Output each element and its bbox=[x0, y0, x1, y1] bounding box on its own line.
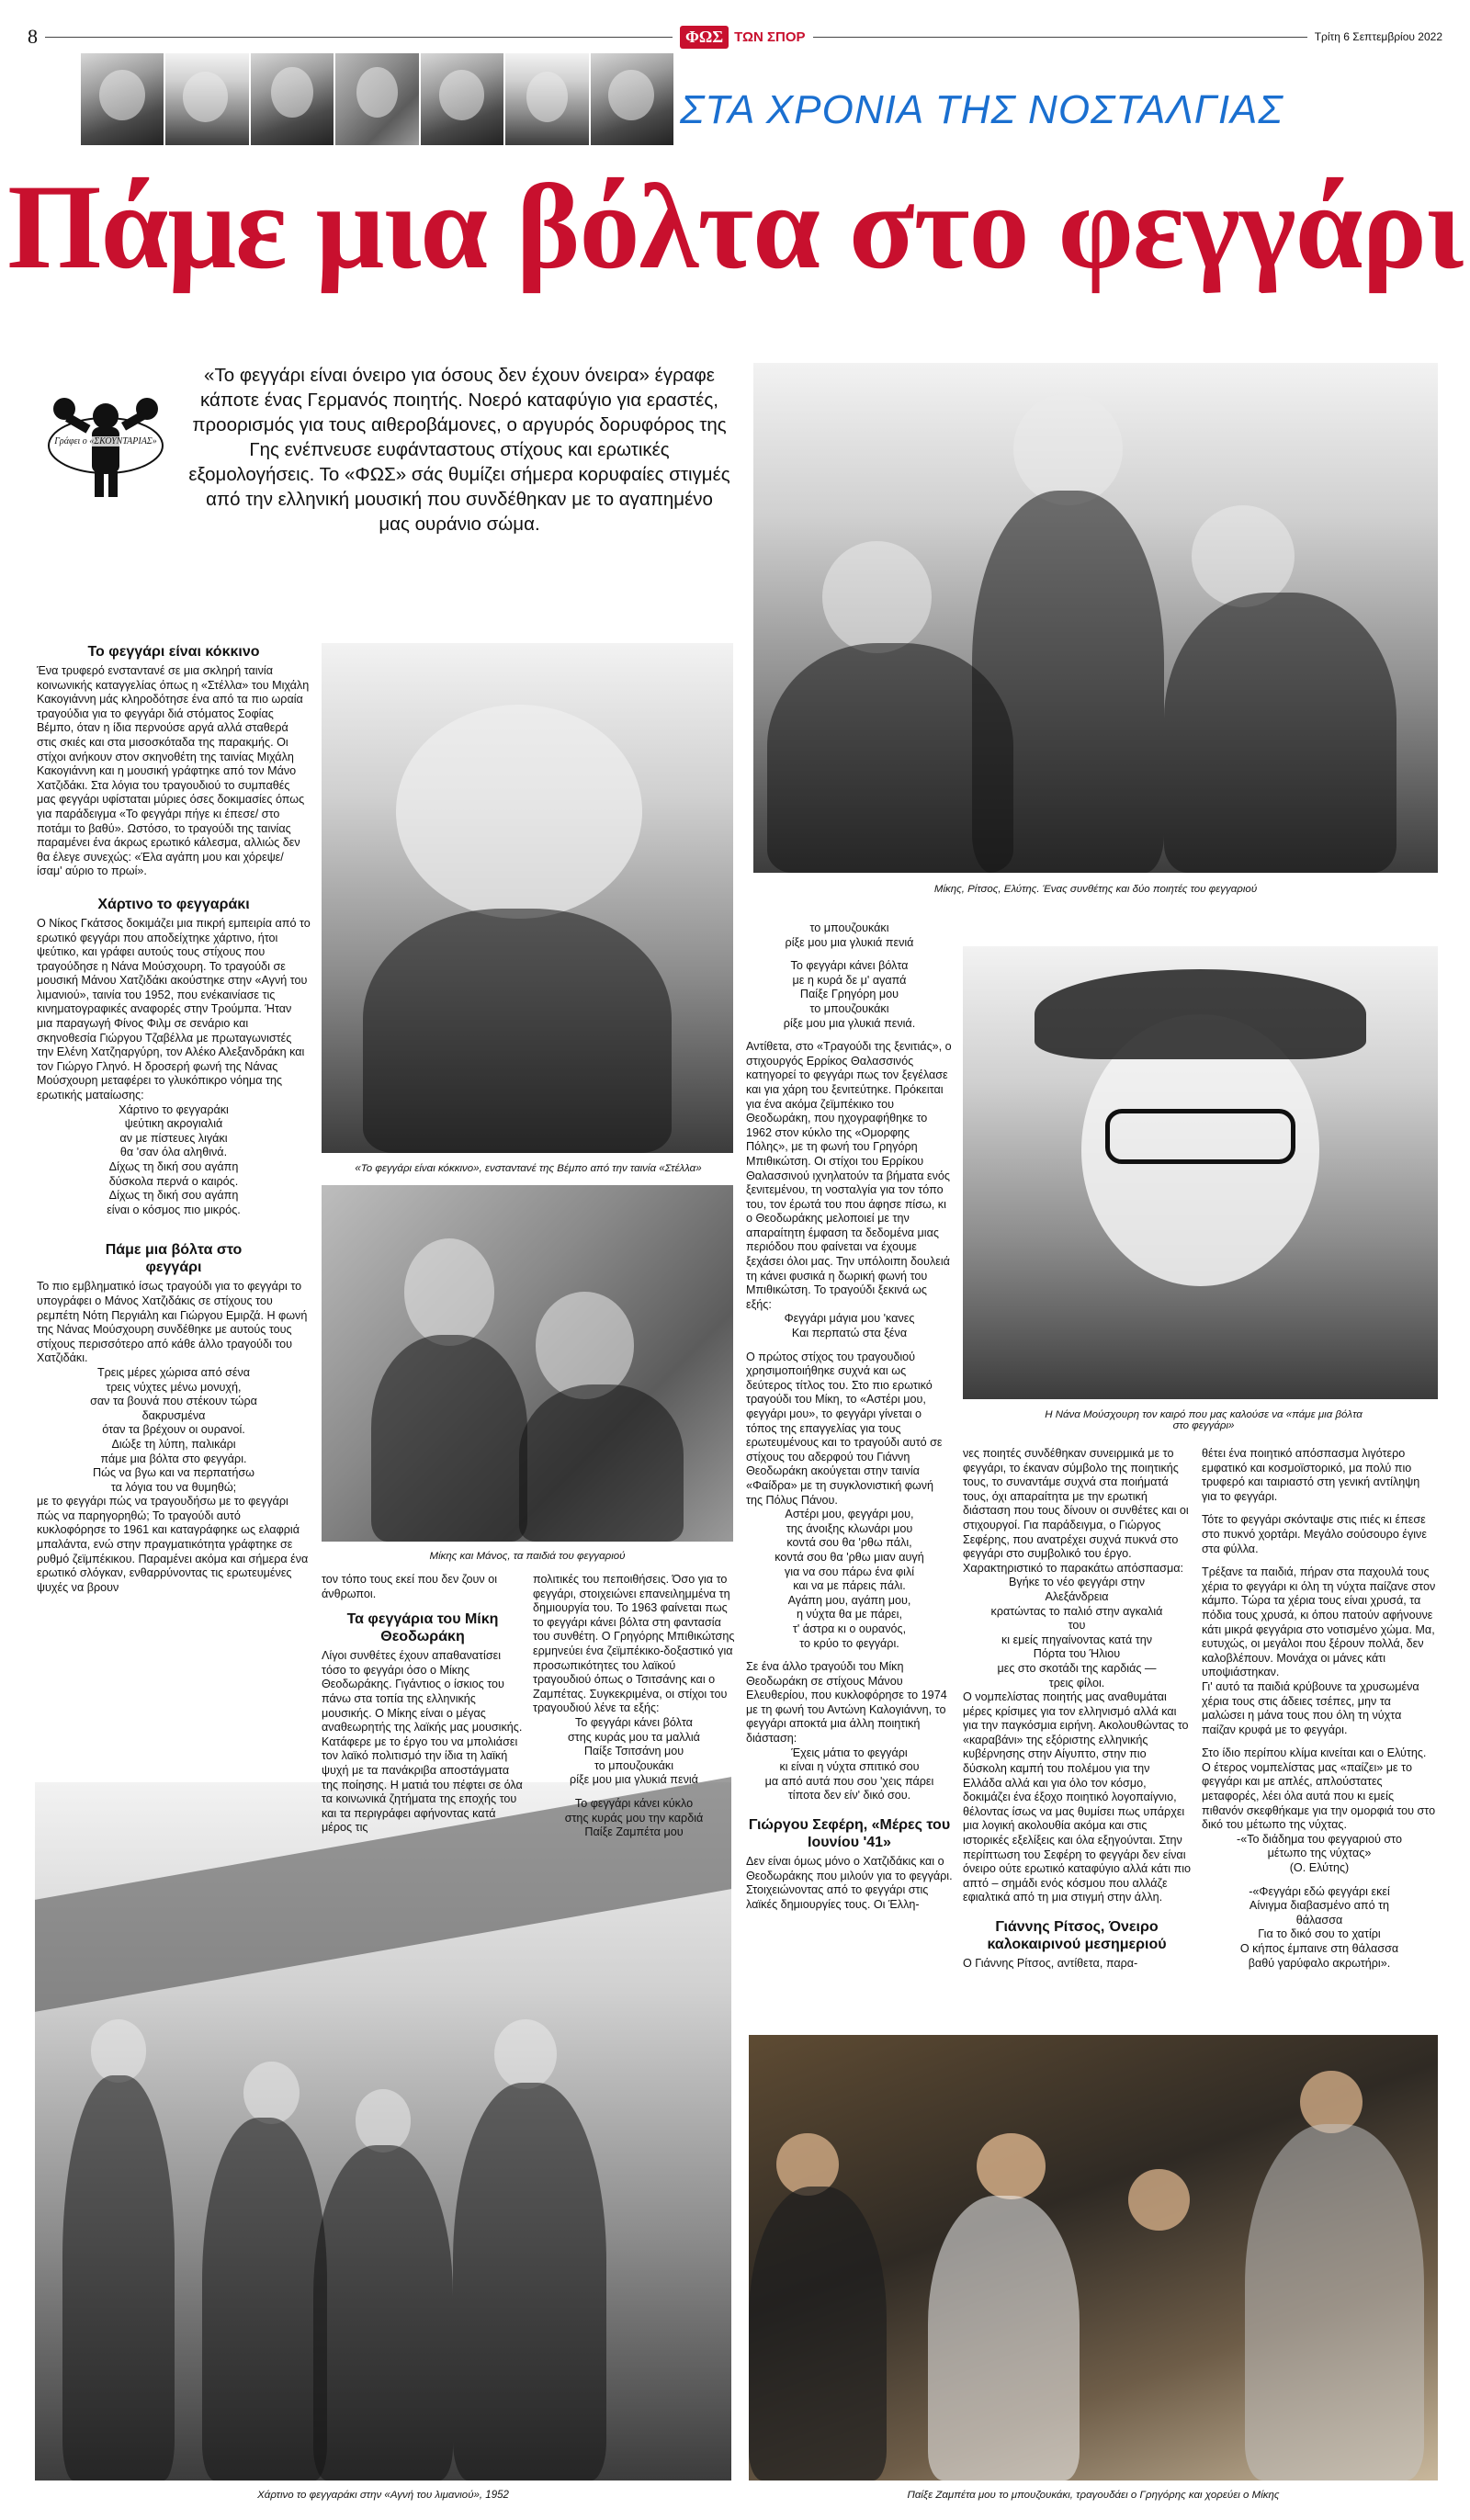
strip-portrait bbox=[591, 53, 673, 145]
paragraph: Λίγοι συνθέτες έχουν απαθανατίσει τόσο το φεγγάρι όσο ο Μίκης Θεοδωράκης. Γιγάντιος ο ίσκιος του πάνω στα τοπία της ελληνικής μουσικής. Ο Μίκης είναι ο μέγας αναθεωρητής της λαϊκής μας μουσικής. Κατάφερε με το έργο του να μπολιάσει τον λαϊκό πολιτισμό την ίδια τη λαϊκή ψυχή με τα πανάκριβα αποστάγματα της ποίησης. Η ματιά του πέφτει σε όλα τα κοινωνικά ζητήματα της εποχής του και τα περιγράφει αφήνοντας κατά μέρος τις bbox=[322, 1649, 523, 1835]
paragraph: Ο νομπελίστας ποιητής μας αναθυμάται μέρες κρίσιμες για τον ελληνισμό αλλά και για την παγκόσμια ειρήνη. Ακολουθώντας το «καραβάνι» της εξόριστης ελληνικής κυβέρνησης στην Αίγυπτο, στην πιο δύσκολη καμπή του πολέμου για την Ελλάδα αλλά και για όλο τον κόσμο, δοκιμάζει ένα έξοχο ποιητικό λογοπαίγνιο, θέλοντας ίσως να μας θυμίσει πως υπάρχει μια λογική ακολουθία ακόμα και στις ιστορικές εξελίξεις και όλα εξηγούνται. Στην περίπτωση του Σεφέρη το φεγγάρι δεν είναι όνειρο ούτε ερωτικό καταφύγιο αλλά κάτι πιο απτό – σημάδι ενός κόσμου που αλλάζε εφιαλτικά από τη μια στιγμή στην άλλη. bbox=[963, 1690, 1192, 1904]
paragraph: Τρέξανε τα παιδιά, πήραν στα παχουλά τους χέρια το φεγγάρι κι όλη τη νύχτα παίζανε στον κάμπο. Τώρα τα χέρια τους είναι χρυσά, τα πόδια τους χρυσά, κι όπου πατούν αφήνουνε κάτι μικρά φεγγάρια στο νοτισμένο χώμα. Μα, ευτυχώς, οι μεγάλοι που ξέρουν πολλά, δεν καλοβλέπουν. Μονάχα οι μάνες κάτι υποψιάστηκαν. bbox=[1202, 1565, 1436, 1679]
text-column-2 bbox=[322, 1573, 524, 1835]
verse-block: Αστέρι μου, φεγγάρι μου, της άνοιξης κλωνάρι μου κοντά σου θα 'ρθω πάλι, κοντά σου θα 'ρθω μιαν αυγή για να σου πάρω ένα φιλί και να με πάρεις πάλι. Αγάπη μου, αγάπη μου, η νύχτα θα με πάρει, τ' άστρα κι ο ουρανός, το κρύο το φεγγάρι. bbox=[775, 1508, 924, 1650]
strip-portrait bbox=[251, 53, 334, 145]
strip-portrait bbox=[505, 53, 588, 145]
nostalgia-photo-strip bbox=[81, 53, 673, 145]
verse-block: Το φεγγάρι κάνει κύκλο στης κυράς μου την καρδιά Παίξε Ζαμπέτα μου bbox=[564, 1796, 704, 1839]
subhead-moon-walk: Πάμε μια βόλτα στο φεγγάρι bbox=[105, 1242, 243, 1276]
text-column-3 bbox=[533, 1573, 735, 1839]
photo-mikis-manos bbox=[322, 1185, 733, 1542]
photo-agni-tou-limaniou bbox=[35, 1782, 731, 2480]
subhead-red-moon: Το φεγγάρι είναι κόκκινο bbox=[87, 644, 260, 660]
caption-mikis-manos: Μίκης και Μάνος, τα παιδιά του φεγγαριού bbox=[429, 1551, 626, 1562]
verse-block: Έχεις μάτια το φεγγάρι κι είναι η νύχτα σπιτικό σου μα από αυτά που σου 'χεις πάρει τίποτα δεν είν' δικό σου. bbox=[764, 1746, 934, 1802]
verse-block: Τρεις μέρες χώρισα από σένα τρεις νύχτες μένω μονυχή, σαν τα βουνά που στέκουν τώρα δακρυσμένα όταν τα βρέχουν οι ουρανοί. Διώξε τη λύπη, παλικάρι πάμε μια βόλτα στο φεγγάρι. Πώς να βγω και να περπατήσω τα λόγια του να θυμηθώ; bbox=[90, 1365, 257, 1494]
verse-block: Χάρτινο το φεγγαράκι ψεύτικη ακρογιαλιά αν με πίστευες λιγάκι θα 'σαν όλα αληθινά. Δίχως τη δική σου αγάπη δύσκολα περνά ο καιρός. Δίχως τη δική σου αγάπη είναι ο κόσμος πιο μικρός. bbox=[107, 1102, 241, 1216]
logo-badge: ΦΩΣ bbox=[680, 26, 729, 49]
caption-mouskouri: Η Νάνα Μούσχουρη τον καιρό που μας καλούσε να «πάμε μια βόλτα στο φεγγάρι» bbox=[1045, 1409, 1363, 1431]
paragraph: Αντίθετα, στο «Τραγούδι της ξενιτιάς», ο στιχουργός Ερρίκος Θαλασσινός κατηγορεί το φεγγάρι πως τον ξεγέλασε και για χάρη του ξενιτεύτηκε. Πρόκειται για ένα ακόμα ζεϊμπέκικο του Θεοδωράκη, που ηχογραφήθηκε το 1962 στον κύκλο της «Ομορφης Πόλης», με τη φωνή του Γρηγόρη Μπιθικώτση. Οι στίχοι του Ερρίκου Θαλασσινού ιχνηλατούν τα βήματα ενός ξενιτεμένου, τη νοσταλγία για τον τόπο του, τον έρωτά του που άφησε πίσω, κι ο Θεοδωράκης μελοποιεί με την απαραίτητη έμφαση τα δεδομένα μιας περιόδου που φαίνεται να έχουμε ξεχάσει όλοι μας. Την υπόλοιπη δουλειά τη κάνει φυσικά η δωρική φωνή του Μπιθικώτση. Το τραγούδι ξεκινά ως εξής: bbox=[746, 1040, 952, 1311]
paragraph: Τότε το φεγγάρι σκόνταψε στις ιτιές κι έπεσε στο πυκνό χορτάρι. Μεγάλο σούσουρο έγινε στα φύλλα. bbox=[1202, 1513, 1427, 1555]
photo-zampetas-mikis bbox=[749, 2035, 1438, 2480]
verse-block: το μπουζουκάκι ρίξε μου μια γλυκιά πενιά bbox=[785, 921, 914, 949]
subhead-paper-moon: Χάρτινο το φεγγαράκι bbox=[97, 896, 250, 912]
lead-paragraph: «Το φεγγάρι είναι όνειρο για όσους δεν έχουν όνειρα» έγραφε κάποτε ένας Γερμανός ποιητής. Νοερό καταφύγιο για εραστές, προορισμός για τους αιθεροβάμονες, ο αργυρός δορυφόρος της Γης ενέπνευσε ευφάνταστους στίχους και ερωτικές εξομολογήσεις. Το «ΦΩΣ» σάς θυμίζει σήμερα κορυφαίες στιγμές από την ελληνική μουσική που συνδέθηκαν με το αγαπημένο μας ουράνιο σώμα. bbox=[188, 365, 730, 535]
photo-nana-mouskouri bbox=[963, 946, 1438, 1399]
verse-block: Το φεγγάρι κάνει βόλτα με η κυρά δε μ' αγαπά Παίξε Γρηγόρη μου το μπουζουκάκι ρίξε μου μια γλυκιά πενιά. bbox=[783, 959, 916, 1030]
paragraph: Ένα τρυφερό ενσταντανέ σε μια σκληρή ταινία κοινωνικής καταγγελίας όπως η «Στέλλα» του Μιχάλη Κακογιάννη μάς κληροδότησε ένα από τα πιο ωραία τραγούδια για το φεγγάρι διά στόματος Σοφίας Βέμπο, όταν η ίδια περνούσε αργά αλλά σταθερά στις σκιές και στα μισοσκόταδα της παρακμής. Οι στίχοι ανήκουν στον σκηνοθέτη της ταινίας Μιχάλη Κακογιάννη και η μουσική γράφτηκε από τον Μάνο Χατζιδάκι. Στα λόγια του τραγουδιού το συμπαθές μας φεγγάρι υφίσταται μύριες όσες δοκιμασίες όπως για παράδειγμα «Το φεγγάρι πήγε κι έπεσε/ στο ποτάμι το βαθύ». Ωστόσο, το τραγούδι της ταινίας παραμένει ένα άκρως ερωτικό κάλεσμα, αλλιώς δεν θα έλεγε συνεχώς: «Έλα αγάπη μου και χόρεψε/ ίσαμ' αύριο το πρωί». bbox=[37, 664, 310, 878]
strip-portrait bbox=[335, 53, 418, 145]
strip-portrait bbox=[421, 53, 503, 145]
section-name: ΤΩΝ ΣΠΟΡ bbox=[734, 29, 806, 45]
paragraph: Γι' αυτό τα παιδιά κρύβουνε τα χρυσωμένα χέρια τους στις άδειες τσέπες, μην τα μαλώσει η μάνα τους που όλη τη νύχτα παίζαν κρυφά με το φεγγάρι. bbox=[1202, 1679, 1419, 1736]
paragraph: Ο Νίκος Γκάτσος δοκιμάζει μια πικρή εμπειρία από το ερωτικό φεγγάρι που αποδείχτηκε χάρτινο, ήτοι ψεύτικο, και γράφει αυτούς τους στίχους που τραγούδησε η Νάνα Μούσχουρη. Το τραγούδι σε μουσική Μάνου Χατζιδάκι ακούστηκε στην «Αγνή του λιμανιού», ταινία του 1952, που ενέκαινίασε τις κινηματογραφικές αναφορές στην Τρούμπα. Ήταν μια παραγωγή Φίνος Φιλμ σε σενάριο και σκηνοθεσία Γιώργου Τζαβέλλα με πρωταγωνιστές την Ελένη Χατζηαργύρη, τον Αλέκο Αλεξανδράκη και τον Γιώργο Γληνό. Η δροσερή φωνή της Νάνας Μούσχουρη μεταφέρει το γλυκόπικρο νόημα της ερωτικής ματαίωσης: bbox=[37, 916, 311, 1102]
headline: Πάμε μια βόλτα στο φεγγάρι bbox=[6, 159, 1464, 294]
paragraph: με το φεγγάρι πώς να τραγουδήσω με το φεγγάρι πώς να παρηγορηθώ; Το τραγούδι αυτό κυκλοφόρησε το 1961 και καταγράφηκε ως ελαφριά μπαλάντα, ενώ στην πραγματικότητα γράφτηκε σε ρυθμό ζεϊμπέκικου. Παραμένει ακόμα και σήμερα ένα ερωτικό σλόγκαν, ενθαρρύνοντας τις ερωτευμένες ψυχές να βρουν bbox=[37, 1495, 309, 1594]
text-column-1 bbox=[37, 643, 311, 1773]
paragraph: Σε ένα άλλο τραγούδι του Μίκη Θεοδωράκη σε στίχους Μάνου Ελευθερίου, που κυκλοφόρησε το 1974 με τη φωνή του Αντώνη Καλογιάννη, το φεγγάρι αποκτά μια άλλη ποιητική διάσταση: bbox=[746, 1660, 947, 1746]
verse-block: Το φεγγάρι κάνει βόλτα στης κυράς μου τα μαλλιά Παίξε Τσιτσάνη μου το μπουζουκάκι ρίξε μου μια γλυκιά πενιά bbox=[568, 1715, 700, 1787]
paragraph: Το πιο εμβληματικό ίσως τραγούδι για το φεγγάρι το υπογράφει ο Μάνος Χατζιδάκις σε στίχους του ρεμπέτη Νότη Περγιάλη και Γιώργου Εμιρζά. Η φωνή της Νάνας Μούσχουρη συνδέθηκε με αυτούς τους στίχους περισσότερο από κάθε άλλο τραγούδι του Χατζιδάκι. bbox=[37, 1280, 308, 1365]
strip-portrait bbox=[81, 53, 164, 145]
paragraph: Δεν είναι όμως μόνο ο Χατζιδάκις και ο Θεοδωράκης που μιλούν για το φεγγάρι. Στοιχειώνοντας από το φεγγάρι στις λαϊκές δημιουργίες τους. Οι Έλλη- bbox=[746, 1855, 953, 1911]
verse-block: Φεγγάρι μάγια μου 'κανες Και περπατώ στα ξένα bbox=[784, 1312, 915, 1340]
caption-agni: Χάρτινο το φεγγαράκι στην «Αγνή του λιμανιού», 1952 bbox=[257, 2490, 509, 2501]
glasses-icon bbox=[1105, 1109, 1295, 1163]
caption-stella: «Το φεγγάρι είναι κόκκινο», ενσταντανέ της Βέμπο από την ταινία «Στέλλα» bbox=[355, 1163, 702, 1174]
subhead-theodorakis: Τα φεγγάρια του Μίκη Θεοδωράκη bbox=[346, 1611, 499, 1645]
verse-block: Βγήκε το νέο φεγγάρι στην Αλεξάνδρεια κρατώντας το παλιό στην αγκαλιά του κι εμείς πηγαίνοντας κατά την Πόρτα του Ήλιου μες στο σκοτάδι της καρδιάς — τρεις φίλοι. bbox=[990, 1576, 1163, 1689]
verse-block: -«Το διάδημα του φεγγαριού στο μέτωπο της νύχτας» (Ο. Ελύτης) bbox=[1237, 1832, 1402, 1875]
author-logo-text: Γράφει ο «ΣΚΟΥΝΤΑΡΙΑΣ» bbox=[54, 436, 157, 446]
paragraph: τον τόπο τους εκεί που δεν ζουν οι άνθρωποι. bbox=[322, 1573, 498, 1600]
page-number: 8 bbox=[28, 25, 45, 49]
text-column-4 bbox=[746, 921, 953, 2024]
paragraph: Ο Γιάννης Ρίτσος, αντίθετα, παρα- bbox=[963, 1957, 1138, 1970]
paragraph: νες ποιητές συνδέθηκαν συνειρμικά με το φεγγάρι, το έκαναν σύμβολο της ποιητικής τους, το συναντάμε συχνά στα ποιήματά τους, όχι απαραίτητα με την ερωτική διάσταση που τους δίνουν οι συνθέτες και οι στιχουργοί. Για παράδειγμα, ο Γιώργος Σεφέρης, που ανατρέχει συχνά πυκνά στο φεγγάρι στο συμβολικό του έργο. Χαρακτηριστικό το παρακάτω απόσπασμα: bbox=[963, 1447, 1189, 1575]
paragraph: Ο πρώτος στίχος του τραγουδιού χρησιμοποιήθηκε συχνά και ως δεύτερος τίτλος του. Στο πιο ερωτικό τραγούδι του Μίκη, το «Αστέρι μου, φεγγάρι μου», το φεγγάρι γίνεται ο τόπος της επαγγελίας για τους ερωτευμένους και το τραγούδι αυτό σε στίχους του αδερφού του Γιάννη Θεοδωράκη ακούγεται στην ταινία «Φαίδρα» με τη συγκλονιστική φωνή της Πόλυς Πάνου. bbox=[746, 1350, 943, 1507]
photo-stella-vempo bbox=[322, 643, 733, 1153]
rubric-title: ΣΤΑ ΧΡΟΝΙΑ ΤΗΣ ΝΟΣΤΑΛΓΙΑΣ bbox=[680, 87, 1283, 132]
paragraph: πολιτικές του πεποιθήσεις. Όσο για το φεγγάρι, στοιχειώνει επανειλημμένα τη δημιουργία του. Το 1963 φαίνεται πως το φεγγάρι κάνει βόλτα στη φαντασία του συνθέτη. Ο Γρηγόρης Μπιθικώτσης ερμηνεύει ένα ζεϊμπέκικο-δοξαστικό για προσωπικότητες του λαϊκού τραγουδιού όπως ο Τσιτσάνης και ο Ζαμπέτας. Συγκεκριμένα, οι στίχοι του τραγουδιού λένε τα εξής: bbox=[533, 1573, 735, 1715]
photo-mikis-ritsos-elytis bbox=[753, 363, 1438, 873]
masthead-logo bbox=[673, 26, 813, 49]
text-column-6 bbox=[1202, 1447, 1437, 2026]
author-logo bbox=[37, 390, 175, 501]
verse-block: -«Φεγγάρι εδώ φεγγάρι εκεί Αίνιγμα διαβασμένο από τη θάλασσα Για το δικό σου το χατίρι Ο κήπος έμπαινε στη θάλασσα βαθύ γαρύφαλο ακρωτήρι». bbox=[1239, 1884, 1399, 1970]
issue-date: Τρίτη 6 Σεπτεμβρίου 2022 bbox=[1307, 30, 1442, 43]
strip-portrait bbox=[165, 53, 248, 145]
caption-three: Μίκης, Ρίτσος, Ελύτης. Ένας συνθέτης και δύο ποιητές του φεγγαριού bbox=[933, 884, 1258, 895]
paragraph: θέτει ένα ποιητικό απόσπασμα λιγότερο εμφατικό και κοσμοϊστορικό, μα πολύ πιο τρυφερό και ταιριαστό στη γενική αντίληψη για το φεγγάρι. bbox=[1202, 1447, 1420, 1503]
paragraph: Στο ίδιο περίπου κλίμα κινείται και ο Ελύτης. Ο έτερος νομπελίστας μας «παίζει» με το φεγγάρι και με απλές, απλούστατες μεταφορές, λέει όλα αυτά που κι εμείς πιθανόν σκεφθήκαμε για την ομορφιά του στο δικό του μέτωπο της νύχτας. bbox=[1202, 1746, 1436, 1832]
caption-zampeta: Παίξε Ζαμπέτα μου το μπουζουκάκι, τραγουδάει ο Γρηγόρης και χορεύει ο Μίκης bbox=[907, 2490, 1280, 2501]
subhead-ritsos: Γιάννης Ρίτσος, Όνειρο καλοκαιρινού μεσημεριού bbox=[987, 1919, 1167, 1952]
text-column-5 bbox=[963, 1447, 1191, 2026]
subhead-seferis: Γιώργου Σεφέρη, «Μέρες του Ιουνίου '41» bbox=[748, 1817, 951, 1851]
